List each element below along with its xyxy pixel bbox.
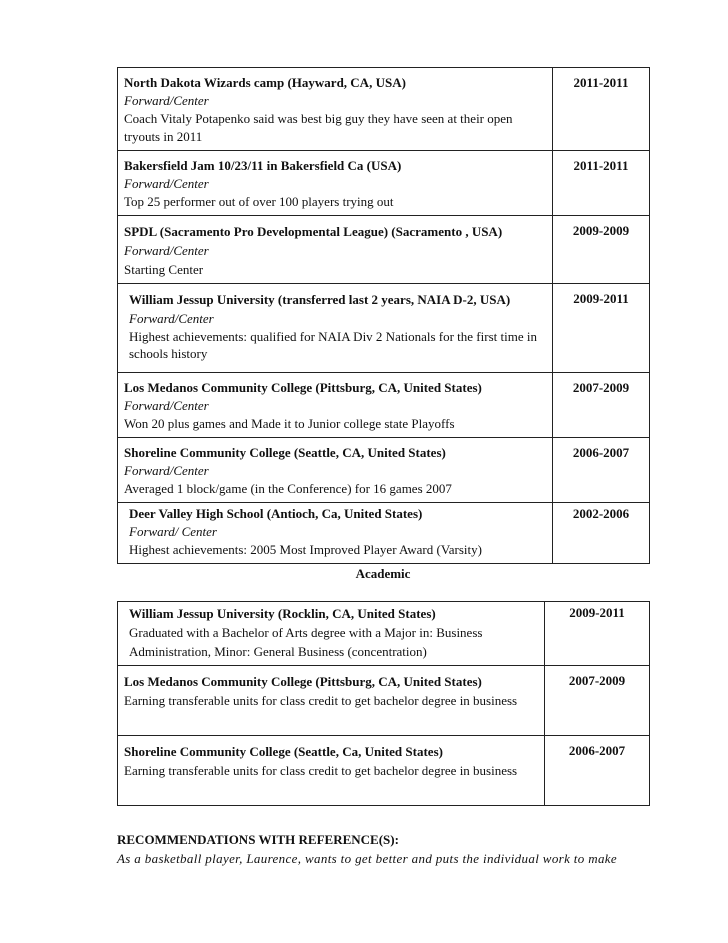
entry-role: Forward/ Center — [129, 524, 217, 539]
entry-years: 2007-2009 — [553, 373, 650, 438]
entry-role: Forward/Center — [124, 243, 209, 258]
entry-cell — [118, 216, 553, 284]
entry-years: 2009-2009 — [553, 216, 650, 284]
entry-description: Earning transferable units for class credit to get bachelor degree in business — [124, 763, 518, 778]
entry-years: 2007-2009 — [545, 666, 650, 736]
entry-title: Shoreline Community College (Seattle, CA, United States) — [124, 445, 446, 460]
table-row — [118, 666, 650, 736]
entry-role: Forward/Center — [124, 398, 209, 413]
entry-title: William Jessup University (Rocklin, CA, United States) — [129, 606, 436, 621]
entry-cell — [118, 68, 553, 151]
entry-description: Coach Vitaly Potapenko said was best big guy they have seen at their open tryouts in 2011 — [124, 111, 513, 144]
entry-description: Averaged 1 block/game (in the Conference) for 16 games 2007 — [124, 481, 452, 496]
entry-description: Starting Center — [124, 262, 204, 277]
entry-years: 2011-2011 — [553, 68, 650, 151]
table-row — [118, 438, 650, 503]
entry-cell — [118, 373, 553, 438]
entry-years: 2006-2007 — [545, 736, 650, 806]
entry-description: Top 25 performer out of over 100 players trying out — [124, 194, 394, 209]
table-row — [118, 373, 650, 438]
entry-title: SPDL (Sacramento Pro Developmental League) (Sacramento , USA) — [124, 224, 503, 239]
entry-years: 2011-2011 — [553, 151, 650, 216]
table-row — [118, 151, 650, 216]
sports-experience-table — [117, 67, 650, 564]
entry-title: North Dakota Wizards camp (Hayward, CA, USA) — [124, 75, 406, 90]
entry-years: 2002-2006 — [553, 503, 650, 564]
entry-title: Los Medanos Community College (Pittsburg, CA, United States) — [124, 674, 482, 689]
table-row — [118, 602, 650, 666]
entry-description: Won 20 plus games and Made it to Junior college state Playoffs — [124, 416, 455, 431]
entry-cell — [118, 736, 545, 806]
entry-cell — [118, 284, 553, 373]
academic-table — [117, 601, 650, 806]
entry-cell — [118, 503, 553, 564]
entry-title: Shoreline Community College (Seattle, Ca, United States) — [124, 744, 443, 759]
entry-role: Forward/Center — [124, 176, 209, 191]
academic-heading: Academic — [355, 566, 411, 581]
entry-years: 2009-2011 — [545, 602, 650, 666]
entry-title: Los Medanos Community College (Pittsburg, CA, United States) — [124, 380, 482, 395]
entry-title: Deer Valley High School (Antioch, Ca, United States) — [129, 506, 423, 521]
entry-title: Bakersfield Jam 10/23/11 in Bakersfield Ca (USA) — [124, 158, 402, 173]
entry-cell — [118, 151, 553, 216]
entry-role: Forward/Center — [124, 93, 209, 108]
recommendations-text: As a basketball player, Laurence, wants to get better and puts the individual work to make — [117, 851, 618, 866]
entry-description: Earning transferable units for class credit to get bachelor degree in business — [124, 693, 518, 708]
table-row — [118, 216, 650, 284]
entry-cell — [118, 602, 545, 666]
entry-cell — [118, 666, 545, 736]
entry-description: Highest achievements: 2005 Most Improved Player Award (Varsity) — [129, 542, 482, 557]
entry-description: Graduated with a Bachelor of Arts degree with a Major in: Business Administration, Minor: General Business (concentration) — [129, 625, 483, 659]
table-row — [118, 284, 650, 373]
entry-cell — [118, 438, 553, 503]
table-row — [118, 736, 650, 806]
table-row — [118, 503, 650, 564]
entry-years: 2009-2011 — [553, 284, 650, 373]
entry-role: Forward/Center — [124, 463, 209, 478]
table-row — [118, 68, 650, 151]
entry-title: William Jessup University (transferred last 2 years, NAIA D-2, USA) — [129, 292, 511, 307]
entry-years: 2006-2007 — [553, 438, 650, 503]
entry-role: Forward/Center — [129, 311, 214, 326]
entry-description: Highest achievements: qualified for NAIA Div 2 Nationals for the first time in schools history — [129, 329, 537, 361]
recommendations-heading: RECOMMENDATIONS WITH REFERENCE(S): — [117, 832, 399, 847]
